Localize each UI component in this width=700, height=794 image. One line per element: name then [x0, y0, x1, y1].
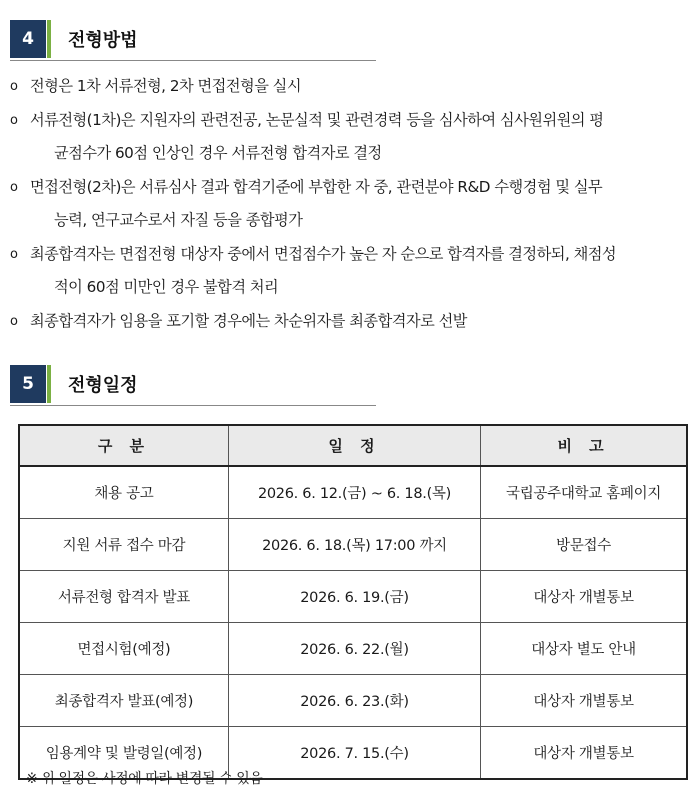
table-cell: 최종합격자 발표(예정) [19, 675, 228, 727]
circle-bullet-icon: o [10, 79, 18, 94]
table-cell: 대상자 개별통보 [481, 727, 687, 780]
list-item: o 전형은 1차 서류전형, 2차 면접전형을 실시 [10, 70, 695, 104]
column-header: 구 분 [19, 425, 228, 466]
table-row [19, 466, 687, 519]
table-cell: 2026. 6. 12.(금) ~ 6. 18.(목) [228, 466, 480, 519]
schedule-note: ※ 위 일정은 사정에 따라 변경될 수 있음 [26, 771, 263, 787]
table-header-row [19, 425, 687, 466]
section-title: 전형방법 [68, 30, 138, 51]
list-item: o 서류전형(1차)은 지원자의 관련전공, 논문실적 및 관련경력 등을 심사하여 심사원위원의 평 균점수가 60점 인상인 경우 서류전형 합격자로 결정 [10, 104, 695, 171]
table-cell: 2026. 6. 19.(금) [228, 571, 480, 623]
table-cell: 대상자 별도 안내 [481, 623, 687, 675]
table-row [19, 571, 687, 623]
selection-method-list [10, 70, 695, 338]
circle-bullet-icon: o [10, 179, 18, 195]
table-row [19, 623, 687, 675]
table-cell: 채용 공고 [19, 466, 228, 519]
schedule-table [18, 424, 688, 780]
section-number-badge: 5 [10, 365, 46, 403]
column-header: 비 고 [481, 425, 687, 466]
section-4-header [10, 20, 376, 61]
table-cell: 대상자 개별통보 [481, 571, 687, 623]
section-5-header [10, 365, 376, 406]
table-cell: 서류전형 합격자 발표 [19, 571, 228, 623]
table-cell: 2026. 6. 23.(화) [228, 675, 480, 727]
table-cell: 2026. 7. 15.(수) [228, 727, 480, 780]
table-cell: 국립공주대학교 홈페이지 [481, 466, 687, 519]
table-cell: 지원 서류 접수 마감 [19, 519, 228, 571]
table-cell: 2026. 6. 22.(월) [228, 623, 480, 675]
table-cell: 면접시험(예정) [19, 623, 228, 675]
section-number-badge: 4 [10, 20, 46, 58]
table-cell: 방문접수 [481, 519, 687, 571]
table-row [19, 675, 687, 727]
circle-bullet-icon: o [10, 246, 18, 262]
list-item: o 최종합격자는 면접전형 대상자 중에서 면접점수가 높은 자 순으로 합격자를 결정하되, 채점성 적이 60점 미만인 경우 불합격 처리 [10, 238, 695, 305]
list-item: o 최종합격자가 임용을 포기할 경우에는 차순위자를 최종합격자로 선발 [10, 305, 695, 339]
table-cell: 대상자 개별통보 [481, 675, 687, 727]
column-header: 일 정 [228, 425, 480, 466]
table-cell: 2026. 6. 18.(목) 17:00 까지 [228, 519, 480, 571]
circle-bullet-icon: o [10, 112, 18, 128]
table-row [19, 519, 687, 571]
table-cell: 임용계약 및 발령일(예정) [19, 727, 228, 780]
section-title: 전형일정 [68, 375, 138, 396]
list-item: o 면접전형(2차)은 서류심사 결과 합격기준에 부합한 자 중, 관련분야 R&D 수행경험 및 실무 능력, 연구교수로서 자질 등을 종합평가 [10, 171, 695, 238]
circle-bullet-icon: o [10, 313, 18, 329]
